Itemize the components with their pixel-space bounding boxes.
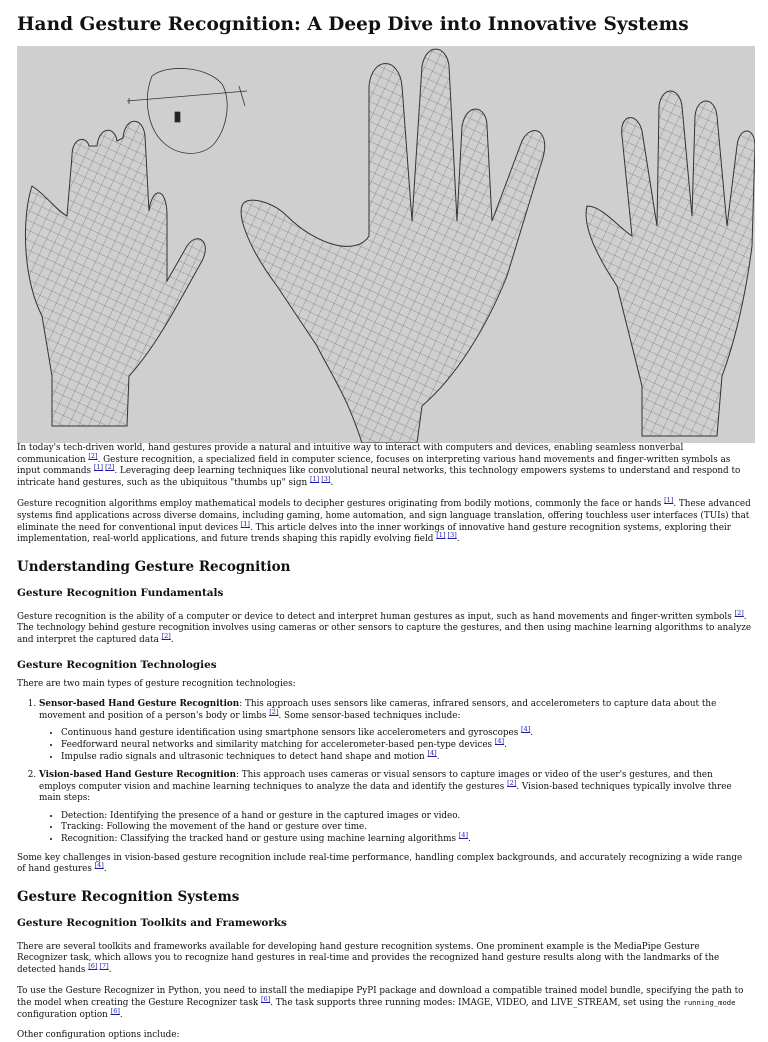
page-title: Hand Gesture Recognition: A Deep Dive into Innovative Systems bbox=[17, 14, 689, 35]
citation-link[interactable]: [2] bbox=[507, 778, 517, 787]
subheading-technologies: Gesture Recognition Technologies bbox=[17, 658, 217, 671]
vision-steps-list bbox=[39, 811, 752, 846]
config-options-intro: Other configuration options include: bbox=[17, 1030, 180, 1041]
citation-link[interactable]: [1] bbox=[309, 474, 320, 483]
list-item: • Tracking: Following the movement of the hand or gesture over time. bbox=[61, 822, 752, 834]
citation-link[interactable]: [4] bbox=[94, 861, 104, 870]
citation-link[interactable]: [1] bbox=[436, 531, 446, 540]
list-item: • Feedforward neural networks and similarity matching for accelerometer-based pen-type devices [4]. bbox=[61, 740, 752, 752]
fundamentals-paragraph: Gesture recognition is the ability of a computer or device to detect and interpret human gestures as input, such as hand movements and finger-written symbols [2]. The technology behind gesture recognition involves using cameras or other sensors to capture the gestures, and then using machine learning algorithms to analyze and interpret the captured data [2]. bbox=[17, 608, 752, 645]
toolkits-paragraph: There are several toolkits and frameworks available for developing hand gesture recognition systems. One prominent example is the MediaPipe Gesture Recognizer task, which allows you to recognize hand gestures in real-time and provides the recognized hand gesture results along with the landmarks of the detected hands [6] [7]. bbox=[17, 941, 720, 976]
hand-sketch-illustration bbox=[17, 46, 755, 443]
challenges-paragraph: Some key challenges in vision-based gesture recognition include real-time performance, handling complex backgrounds, and accurately recognizing a wide range of hand gestures [4]. bbox=[17, 852, 743, 875]
left-hand-wireframe bbox=[25, 121, 205, 426]
list-item: • Recognition: Classifying the tracked hand or gesture using machine learning algorithms [4]. bbox=[61, 834, 752, 846]
citation-link[interactable]: [4] bbox=[427, 748, 437, 757]
citation-link[interactable]: [2] bbox=[88, 451, 98, 460]
citation-link[interactable]: [2] bbox=[161, 632, 171, 641]
citation-link[interactable]: [1] bbox=[664, 496, 674, 505]
center-hand-wireframe bbox=[241, 49, 545, 443]
citation-link[interactable]: [3] bbox=[447, 531, 457, 540]
citation-link[interactable]: [4] bbox=[521, 725, 531, 734]
citation-link[interactable]: [3] bbox=[321, 474, 331, 483]
subheading-fundamentals: Gesture Recognition Fundamentals bbox=[17, 586, 224, 599]
section-heading-understanding: Understanding Gesture Recognition bbox=[17, 558, 291, 575]
citation-link[interactable]: [4] bbox=[458, 831, 468, 840]
citation-link[interactable]: [6] bbox=[110, 1006, 120, 1015]
citation-link[interactable]: [2] bbox=[105, 463, 115, 472]
list-item: 2. Vision-based Hand Gesture Recognition: This approach uses cameras or visual sensors to capture images or video of the user's gestures, and then employs computer vision and machine learning techniques to analyze the data and identify the gestures [2]. Vision-based techniques typically involve three main steps: • Detection: Identifying the presence of a hand or gesture in the captured images or video. • Tracking: Following the movement of the hand or gesture over time. • Recognition: Classifying the tracked hand or gesture using machine learning algorithms [4]. bbox=[39, 770, 752, 846]
technology-list bbox=[17, 699, 752, 846]
python-usage-paragraph: To use the Gesture Recognizer in Python, you need to install the mediapipe PyPI package and download a compatible trained model bundle, specifying the path to the model when creating the Gesture Recognizer task [6]. The task supports three running modes: IMAGE, VIDEO, and LIVE_STREAM, set using the running_mode configuration option [6]. bbox=[17, 985, 744, 1020]
section-heading-systems: Gesture Recognition Systems bbox=[17, 888, 240, 905]
citation-link[interactable]: [4] bbox=[494, 736, 505, 745]
citation-link[interactable]: [1] bbox=[240, 519, 250, 528]
list-item: 1. Sensor-based Hand Gesture Recognition: This approach uses sensors like cameras, infrared sensors, and accelerometers to capture data about the movement and position of a person's body or limbs [2]. Some sensor-based techniques include: • Continuous hand gesture identification using smartphone sensors like accelerometers and gyroscopes [4]. • Feedforward neural networks and similarity matching for accelerometer-based pen-type devices [4]. • Impulse radio signals and ultrasonic techniques to detect hand shape and motion [4]. bbox=[39, 699, 752, 763]
list-item: • Detection: Identifying the presence of a hand or gesture in the captured images or video. bbox=[61, 811, 752, 823]
list-item: • Continuous hand gesture identification using smartphone sensors like accelerometers and gyroscopes [4]. bbox=[61, 728, 752, 740]
citation-link[interactable]: [2] bbox=[269, 707, 279, 716]
running-mode-code: running_mode bbox=[683, 998, 736, 1008]
sensor-techniques-list bbox=[39, 725, 752, 763]
intro-paragraph-1: In today's tech-driven world, hand gestures provide a natural and intuitive way to interact with computers and devices, enabling seamless nonverbal communication [2]. Gesture recognition, a specialized field in computer science, focuses on interpreting various hand movements and finger-written symbols as input commands [1] [2]. Leveraging deep learning techniques like convolutional neural networks, this technology empowers systems to understand and respond to intricate hand gestures, such as the ubiquitous "thumbs up" sign [1] [3]. bbox=[17, 443, 741, 488]
list-item: • Impulse radio signals and ultrasonic techniques to detect hand shape and motion [4]. bbox=[61, 752, 752, 764]
technologies-intro: There are two main types of gesture recognition technologies: bbox=[17, 678, 296, 689]
subheading-toolkits: Gesture Recognition Toolkits and Frameworks bbox=[17, 916, 287, 929]
hero-image-hand-wireframes bbox=[17, 46, 755, 443]
right-hand-wireframe bbox=[586, 91, 755, 436]
citation-link[interactable]: [1] bbox=[93, 463, 104, 472]
citation-link[interactable]: [6] bbox=[260, 995, 271, 1004]
citation-link[interactable]: [6] bbox=[88, 962, 98, 971]
intro-paragraph-2: Gesture recognition algorithms employ mathematical models to decipher gestures originating from bodily motions, commonly the face or hands [1]. These advanced systems find applications across diverse domains, including gaming, home automation, and sign language translation, offering touchless user interfaces (TUIs) that eliminate the need for conventional input devices [1]. This article delves into the inner workings of innovative hand gesture recognition systems, exploring their implementation, real-world applications, and future trends shaping this rapidly evolving field [1] [3]. bbox=[17, 496, 751, 545]
citation-link[interactable]: [7] bbox=[99, 962, 109, 971]
citation-link[interactable]: [2] bbox=[734, 608, 744, 617]
